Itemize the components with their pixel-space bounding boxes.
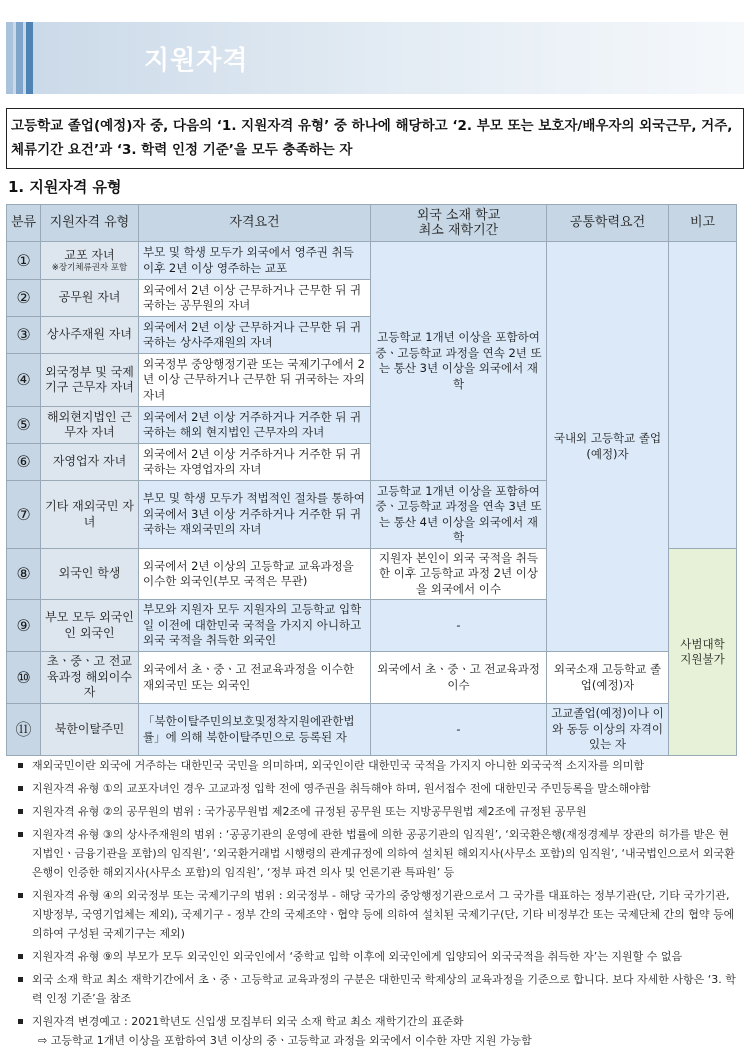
eligibility-summary: 고등학교 졸업(예정)자 중, 다음의 ‘1. 지원자격 유형’ 중 하나에 해당하고 ‘2. 부모 또는 보호자/배우자의 외국근무, 거주, 체류기간 요건’과 ‘3. 학력 인정 기준’을 모두 충족하는 자 [6,108,744,169]
sub-note-text: ⇨ 고등학교 1개년 이상을 포함하여 3년 이상의 중ㆍ고등학교 과정을 외국에서 이수한 자만 지원 가능함 [38,1034,532,1047]
row-number: ⑧ [7,549,41,600]
note-text: 지원자격 유형 ②의 공무원의 범위 : 국가공무원법 제2조에 규정된 공무원 또는 지방공무원법 제2조에 규정된 공무원 [32,805,587,818]
header-num: 분류 [7,205,41,242]
row-condition: 외국에서 초ㆍ중ㆍ고 전교육과정을 이수한 재외국민 또는 외국인 [139,652,371,704]
header-note: 비고 [669,205,737,242]
header-common: 공통학력요건 [547,205,669,242]
banner-stripe [16,22,23,94]
row-type-small: ※장기체류권자 포함 [51,263,128,274]
note-text: 지원자격 변경예고 : 2021학년도 신입생 모집부터 외국 소재 학교 최소 재학기간의 표준화 [32,1015,464,1028]
common-10: 외국소재 고등학교 졸업(예정)자 [547,652,669,704]
common-1-9: 국내외 고등학교 졸업(예정)자 [547,242,669,652]
period-9: - [371,600,547,652]
row-condition: 부모 및 학생 모두가 외국에서 영주권 취득 이후 2년 이상 영주하는 교포 [139,242,371,280]
note-text: 지원자격 유형 ③의 상사주재원의 범위 : ‘공공기관의 운영에 관한 법률에 의한 공공기관의 임직원’, ‘외국환은행(재정경제부 장관의 허가를 받은 현지법인ㆍ금융기관을 포함)의 임직원’, ‘외국환거래법 시행령의 관계규정에 의하여 설치된 해외지사(사무소 포함)의 임직원’, ‘내국법인으로서 외국환은행이 인증한 해외지사(사무소 포함)의 임직원’, ‘정부 파견 의사 및 언론기관 특파원’ 등 [32,828,735,879]
row-number: ⑩ [7,652,41,704]
notes-list [14,756,736,1054]
row-number: ⑥ [7,444,41,481]
row-condition: 외국에서 2년 이상 거주하거나 거주한 뒤 귀국하는 해외 현지법인 근무자의 자녀 [139,407,371,444]
row-condition: 부모와 지원자 모두 지원자의 고등학교 입학일 이전에 대한민국 국적을 가지지 아니하고 외국 국적을 취득한 외국인 [139,600,371,652]
row-number: ③ [7,317,41,354]
row-type: 부모 모두 외국인인 외국인 [41,600,139,652]
list-item [14,947,736,966]
list-item [14,886,736,943]
row-number: ④ [7,354,41,407]
header-min-period-line2: 최소 재학기간 [418,223,499,238]
list-item [14,802,736,821]
row-type: 해외현지법인 근무자 자녀 [41,407,139,444]
common-11: 고교졸업(예정)이나 이와 동등 이상의 자격이 있는 자 [547,704,669,756]
bullet-icon [18,809,23,814]
eligibility-table [6,204,737,756]
row-type-label: 교포 자녀 [64,247,115,262]
header-condition: 자격요건 [139,205,371,242]
period-10: 외국에서 초ㆍ중ㆍ고 전교육과정 이수 [371,652,547,704]
row-number: ② [7,280,41,317]
row-number: ① [7,242,41,280]
note-text: 지원자격 유형 ④의 외국정부 또는 국제기구의 범위 : 외국정부 - 해당 국가의 중앙행정기관으로서 그 국가를 대표하는 정부기관(단, 기타 국가기관, 지방정부, 국영기업체는 제외), 국제기구 - 정부 간의 국제조약ㆍ협약 등에 의하여 설치된 국제기구(단, 기타 비정부간 또는 국제단체 간의 협약 등에 의하여 구성된 국제기구는 제외) [32,889,735,940]
section-heading: 1. 지원자격 유형 [8,178,122,196]
list-item [14,1012,736,1031]
row-type [41,242,139,280]
bullet-icon [18,763,23,768]
row-type: 외국정부 및 국제기구 근무자 자녀 [41,354,139,407]
row-condition: 부모 및 학생 모두가 적법적인 절차를 통하여 외국에서 3년 이상 거주하거나 거주한 뒤 귀국하는 재외국민의 자녀 [139,481,371,549]
bullet-icon [18,977,23,982]
row-condition: 외국에서 2년 이상의 고등학교 교육과정을 이수한 외국인(부모 국적은 무관) [139,549,371,600]
sub-note [14,1031,736,1050]
header-min-period-line1: 외국 소재 학교 [416,207,501,223]
note-8-11: 사범대학 지원불가 [669,549,737,756]
list-item [14,756,736,775]
period-7: 고등학교 1개년 이상을 포함하여 중ㆍ고등학교 과정을 연속 3년 또는 통산 4년 이상을 외국에서 재학 [371,481,547,549]
bullet-icon [18,893,23,898]
list-item [14,779,736,798]
table-header-row [7,205,737,242]
row-number: ⑦ [7,481,41,549]
table-row [7,652,737,704]
bullet-icon [18,786,23,791]
period-8: 지원자 본인이 외국 국적을 취득한 이후 고등학교 과정 2년 이상을 외국에서 이수 [371,549,547,600]
banner-stripe [6,22,13,94]
period-1-6: 고등학교 1개년 이상을 포함하여 중ㆍ고등학교 과정을 연속 2년 또는 통산 3년 이상을 외국에서 재학 [371,242,547,481]
row-condition: 외국정부 중앙행정기관 또는 국제기구에서 2년 이상 근무하거나 근무한 뒤 귀국하는 자의 자녀 [139,354,371,407]
note-text: 외국 소재 학교 최소 재학기간에서 초ㆍ중ㆍ고등학교 교육과정의 구분은 대한민국 학제상의 교육과정을 기준으로 합니다. 보다 자세한 사항은 ‘3. 학력 인정 기준’을 참조 [32,973,736,1005]
row-type: 공무원 자녀 [41,280,139,317]
row-number: ⑤ [7,407,41,444]
row-condition: 외국에서 2년 이상 근무하거나 근무한 뒤 귀국하는 공무원의 자녀 [139,280,371,317]
note-text: 지원자격 유형 ⑨의 부모가 모두 외국인인 외국인에서 ‘중학교 입학 이후에 외국인에게 입양되어 외국국적을 취득한 자’는 지원할 수 없음 [32,950,683,963]
table-row [7,242,737,280]
list-item [14,970,736,1008]
table-row [7,704,737,756]
row-number: ⑨ [7,600,41,652]
row-condition: 외국에서 2년 이상 거주하거나 거주한 뒤 귀국하는 자영업자의 자녀 [139,444,371,481]
note-text: 지원자격 유형 ①의 교포자녀인 경우 고교과정 입학 전에 영주권을 취득해야 하며, 원서접수 전에 대한민국 주민등록을 말소해야함 [32,782,651,795]
bullet-icon [18,832,23,837]
row-type: 상사주재원 자녀 [41,317,139,354]
row-condition: 「북한이탈주민의보호및정착지원에관한법률」에 의해 북한이탈주민으로 등록된 자 [139,704,371,756]
header-type: 지원자격 유형 [41,205,139,242]
row-type: 기타 재외국민 자녀 [41,481,139,549]
row-type: 자영업자 자녀 [41,444,139,481]
row-condition: 외국에서 2년 이상 근무하거나 근무한 뒤 귀국하는 상사주재원의 자녀 [139,317,371,354]
period-11: - [371,704,547,756]
note-blank-1-7 [669,242,737,549]
list-item [14,825,736,882]
row-number: ⑪ [7,704,41,756]
header-min-period [371,205,547,242]
bullet-icon [18,954,23,959]
row-type: 북한이탈주민 [41,704,139,756]
bullet-icon [18,1019,23,1024]
page-title: 지원자격 [144,46,249,76]
row-type: 초ㆍ중ㆍ고 전교육과정 해외이수자 [41,652,139,704]
row-type: 외국인 학생 [41,549,139,600]
note-text: 재외국민이란 외국에 거주하는 대한민국 국민을 의미하며, 외국인이란 대한민국 국적을 가지지 아니한 외국국적 소지자를 의미함 [32,759,645,772]
banner-stripe [26,22,33,94]
title-banner [6,22,744,94]
